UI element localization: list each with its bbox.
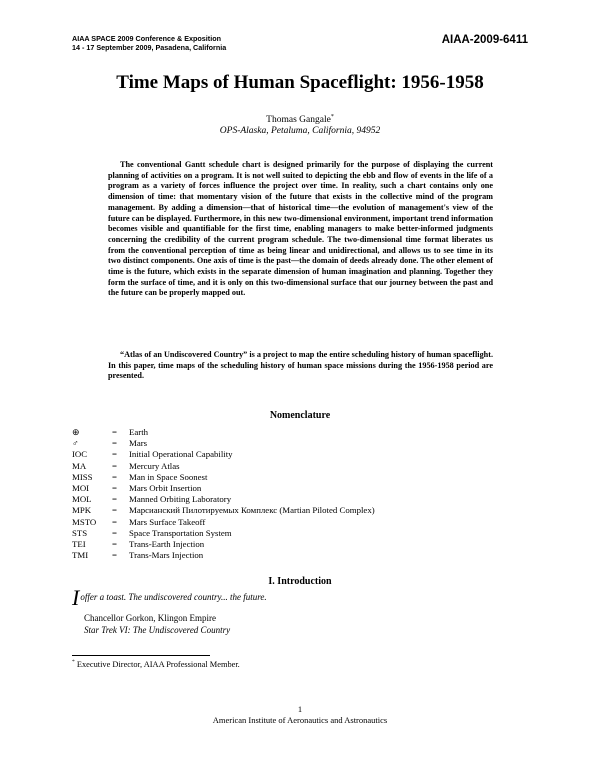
nomenclature-equals: = [112,438,117,449]
author-footnote-mark: * [330,114,334,120]
nomenclature-row [72,449,375,460]
epigraph-quote [72,585,532,610]
nomenclature-definition: Mars Orbit Insertion [129,483,202,494]
nomenclature-definition: Space Transportation System [129,527,232,538]
nomenclature-equals: = [112,505,117,516]
nomenclature-equals: = [112,550,117,561]
nomenclature-row [72,438,375,449]
abstract-paragraph-2: “Atlas of an Undiscovered Country” is a project to map the entire scheduling history of human spaceflight. In this paper, time maps of the scheduling history of human space missions during the 1956-1958 period are presented. [108,350,493,381]
nomenclature-symbol: MISS [72,471,93,482]
nomenclature-row [72,505,375,516]
nomenclature-definition: Mercury Atlas [129,460,180,471]
footnote-divider [72,655,210,656]
nomenclature-symbol: MOI [72,483,90,494]
nomenclature-equals: = [112,427,117,437]
nomenclature-row [72,528,375,539]
nomenclature-symbol: ⊕ [72,427,80,437]
nomenclature-definition: Manned Orbiting Laboratory [129,494,232,505]
nomenclature-list [72,427,375,561]
nomenclature-definition: Mars Surface Takeoff [129,516,206,527]
section-heading-introduction: I. Introduction [268,576,332,587]
quote-attribution-name: Chancellor Gorkon, Klingon Empire [84,613,216,623]
conference-info [72,34,226,52]
author-affiliation: OPS-Alaska, Petaluma, California, 94952 [219,126,381,136]
nomenclature-definition: Trans-Earth Injection [129,539,205,550]
author-line [0,114,600,125]
nomenclature-symbol: IOC [72,449,88,460]
nomenclature-equals: = [112,494,117,505]
nomenclature-row [72,483,375,494]
quote-drop-cap: I [72,585,80,610]
nomenclature-equals: = [112,527,117,538]
nomenclature-definition: Initial Operational Capability [129,449,233,460]
nomenclature-symbol: ♂ [72,438,79,449]
nomenclature-definition: Марсианский Пилотируемых Комплекс (Martian Piloted Complex) [129,505,375,516]
nomenclature-definition: Mars [129,438,148,449]
nomenclature-symbol: MOL [72,494,92,505]
nomenclature-row [72,472,375,483]
conference-dates: 14 - 17 September 2009, Pasadena, California [72,43,227,52]
nomenclature-equals: = [112,449,117,460]
nomenclature-equals: = [112,516,117,527]
paper-title: Time Maps of Human Spaceflight: 1956-1958 [116,72,484,93]
nomenclature-heading: Nomenclature [269,410,331,421]
nomenclature-equals: = [112,483,117,494]
nomenclature-row [72,494,375,505]
nomenclature-row [72,517,375,528]
nomenclature-row [72,539,375,550]
nomenclature-symbol: TMI [72,550,89,561]
quote-attribution-source: Star Trek VI: The Undiscovered Country [84,625,231,635]
author-name: Thomas Gangale [266,115,331,126]
footnote-mark: * [72,659,75,665]
nomenclature-equals: = [112,539,117,550]
conference-name: AIAA SPACE 2009 Conference & Exposition [72,34,221,43]
nomenclature-equals: = [112,471,117,482]
page-number: 1 [297,704,303,714]
nomenclature-symbol: STS [72,527,88,538]
nomenclature-symbol: TEI [72,539,86,550]
nomenclature-equals: = [112,460,117,471]
nomenclature-definition: Trans-Mars Injection [129,550,204,561]
page-footer-organization: American Institute of Aeronautics and Astronautics [212,715,388,725]
quote-text: offer a toast. The undiscovered country... the future. [80,592,267,602]
paper-id: AIAA-2009-6411 [441,34,528,46]
abstract-paragraph-1: The conventional Gantt schedule chart is designed primarily for the purpose of displaying the current planning of activities on a program. It is not well suited to depicting the ebb and flow of events in the life of a program as a variety of forces influence the project over time. In reality, such a chart contains only one dimension of time: that momentary vision of the future that exists in the collective mind of the program management. By adding a dimension—that of historical time—the evolution of management's view of the future can be displayed. Furthermore, in this new two-dimensional environment, important trend information becomes visible and quantifiable for the first time, enabling managers to make better-informed judgments concerning the credibility of the current program schedule. The two-dimensional time format liberates us from the conventional perception of time as being linear and unidirectional, and allows us to see time in its two distinct components. One axis of time is the past—the domain of deeds already done. The other element of time is the future, which exists in the separate dimension of human imagination and planning. Together they form the surface of time, and it is only on this two-dimensional surface that our journey between the past and the future can be properly mapped out. [108,160,493,298]
footnote-text: Executive Director, AIAA Professional Member. [74,659,240,669]
nomenclature-definition: Man in Space Soonest [129,471,208,482]
footnote [72,659,240,669]
nomenclature-symbol: MA [72,460,87,471]
nomenclature-symbol: MSTO [72,516,97,527]
nomenclature-row [72,461,375,472]
nomenclature-symbol: MPK [72,505,92,516]
nomenclature-row [72,550,375,561]
nomenclature-row [72,427,375,438]
nomenclature-definition: Earth [129,427,149,437]
